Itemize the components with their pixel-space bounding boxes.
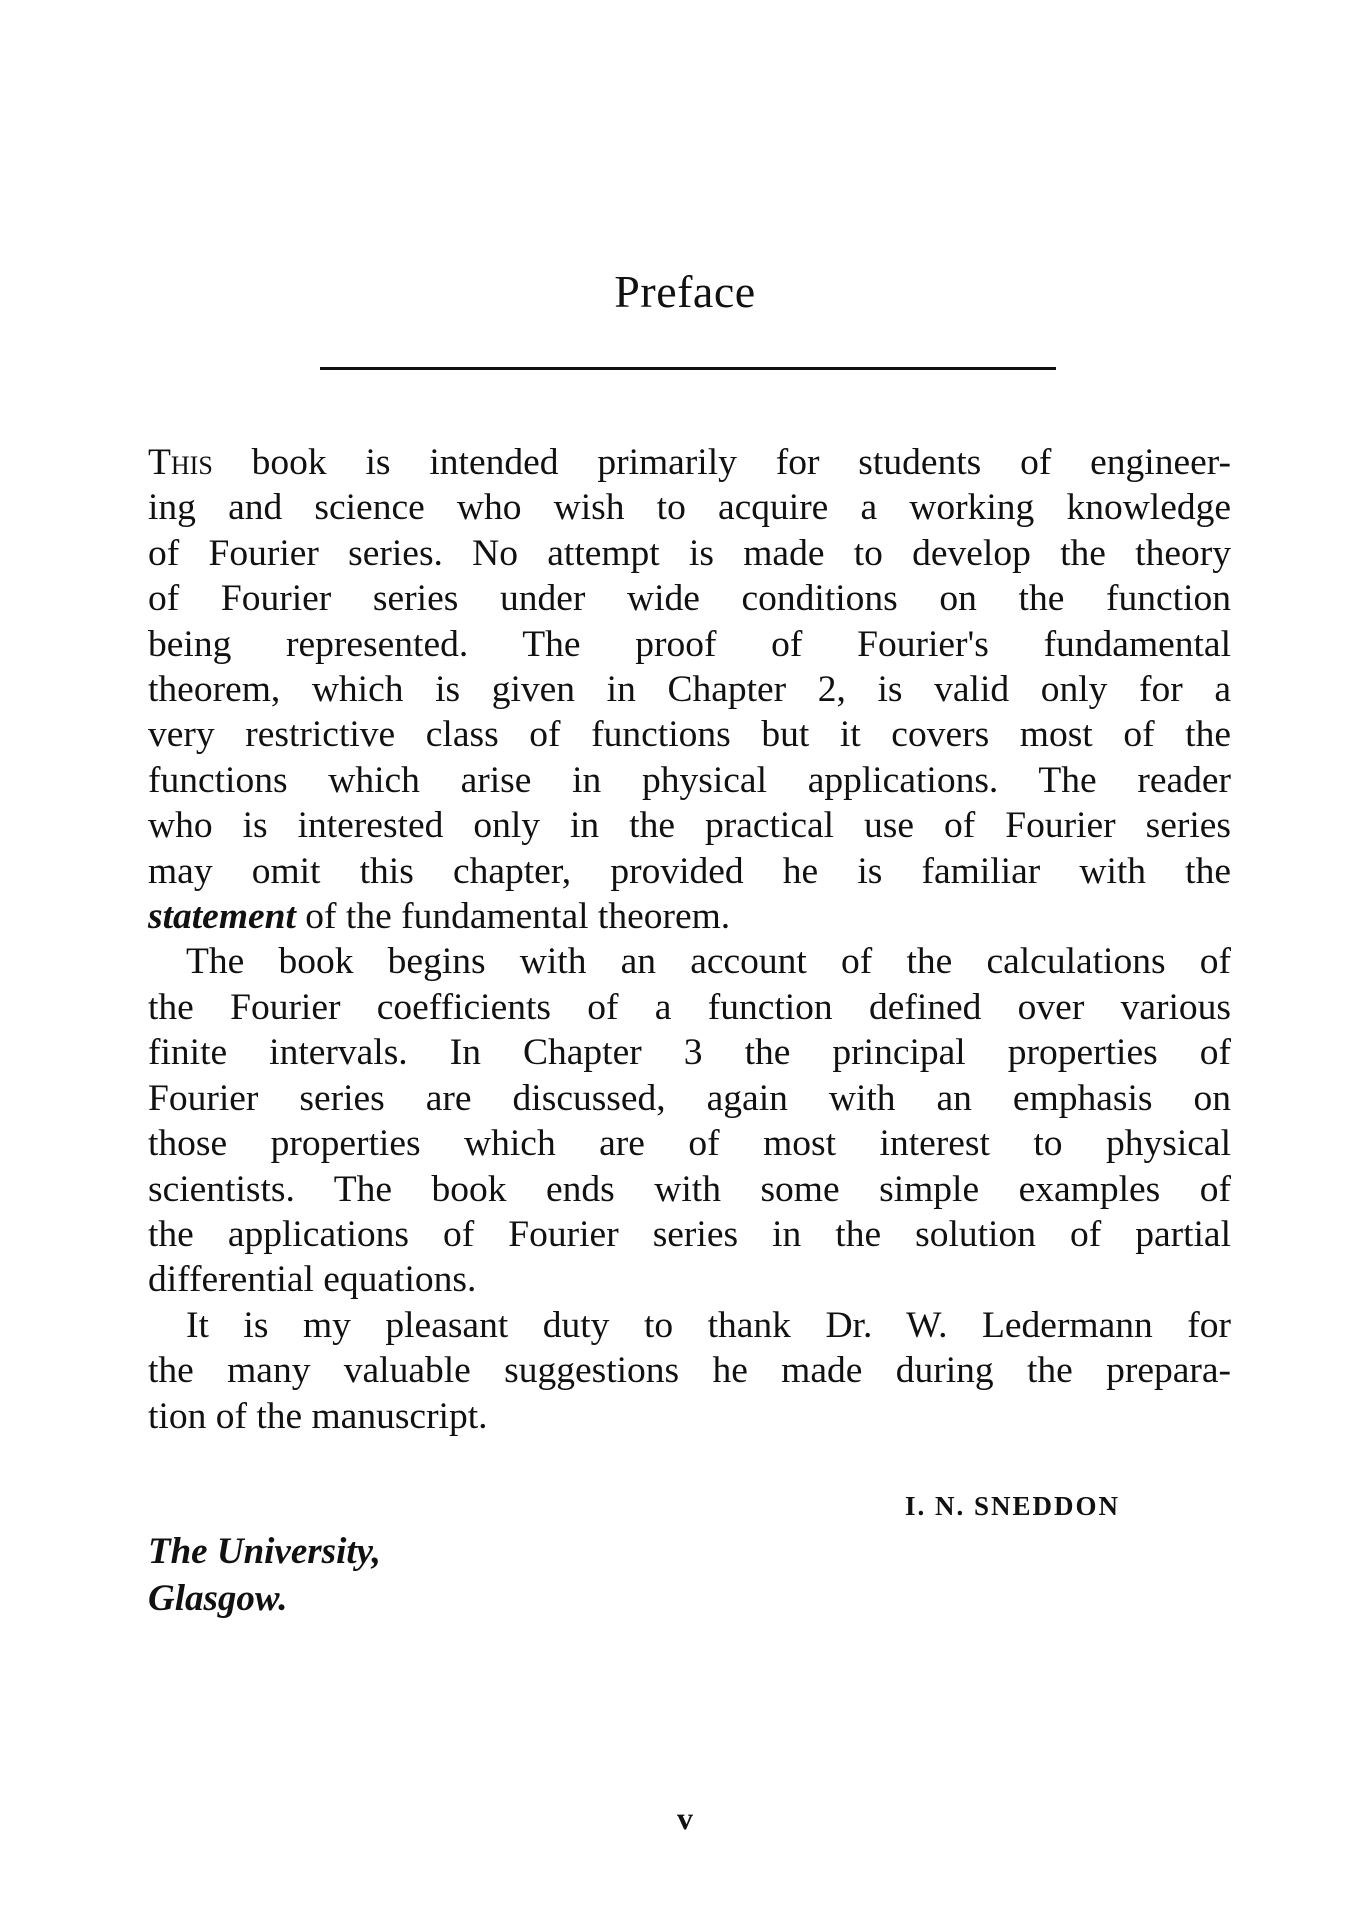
paragraph-1-line: of Fourier series under wide conditions on the function [148,578,1231,620]
paragraph-1-line: very restrictive class of functions but it covers most of the [148,714,1231,756]
paragraph-1-line: who is interested only in the practical use of Fourier series [148,805,1231,847]
page-number: v [677,1800,693,1836]
paragraph-1-line: ing and science who wish to acquire a working knowledge [148,487,1231,529]
paragraph-2-line: The book begins with an account of the calculations of [186,941,1231,983]
paragraph-2-line: scientists. The book ends with some simple examples of [148,1168,1231,1210]
lead-word: This [148,442,213,483]
paragraph-2-line: the applications of Fourier series in the solution of partial [148,1213,1231,1255]
paragraph-2-line: differential equations. [148,1259,477,1301]
address-line-2: Glasgow. [148,1578,288,1619]
emphasis-statement: statement [148,896,296,938]
paragraph-3-line: tion of the manuscript. [148,1395,488,1437]
preface-body [148,440,1231,1439]
paragraph-2-line: finite intervals. In Chapter 3 the principal properties of [148,1032,1231,1074]
paragraph-3-line: It is my pleasant duty to thank Dr. W. Ledermann for [186,1304,1231,1346]
paragraph-1-line: statement of the fundamental theorem. [148,896,731,938]
paragraph-1-line: This book is intended primarily for students of engineer- [148,442,1231,483]
paragraph-2-line: those properties which are of most interest to physical [148,1123,1231,1165]
paragraph-3-line: the many valuable suggestions he made during the prepara- [148,1350,1231,1392]
paragraph-1-line: theorem, which is given in Chapter 2, is valid only for a [148,669,1231,711]
title-divider [320,367,1056,370]
paragraph-2-line: the Fourier coefficients of a function defined over various [148,986,1231,1028]
paragraph-1-line: functions which arise in physical applications. The reader [148,759,1231,801]
author-signature: I. N. SNEDDON [905,1491,1121,1521]
paragraph-1-line: of Fourier series. No attempt is made to develop the theory [148,532,1231,574]
paragraph-2-line: Fourier series are discussed, again with an emphasis on [148,1077,1231,1119]
author-address [148,1528,381,1622]
paragraph-1-line: may omit this chapter, provided he is familiar with the [148,850,1231,892]
address-line-1: The University, [148,1531,381,1572]
paragraph-1-line: being represented. The proof of Fourier's fundamental [148,623,1231,665]
page-title: Preface [614,266,756,317]
